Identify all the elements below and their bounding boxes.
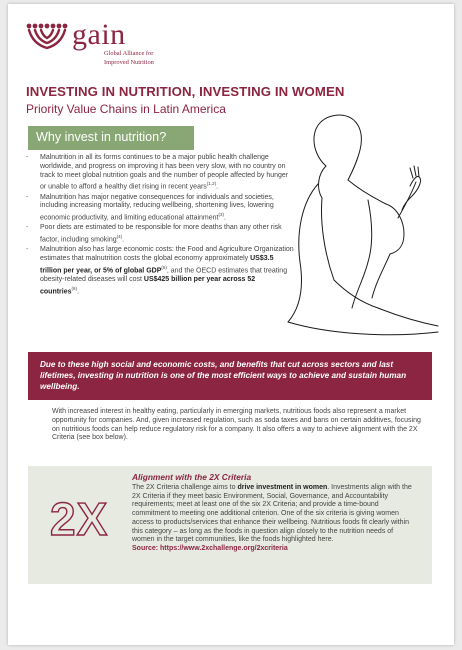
document-title: INVESTING IN NUTRITION, INVESTING IN WOMEN	[26, 84, 345, 99]
list-item: - Poor diets are estimated to be responsible for more deaths than any other risk factor, including smoking$^{(4)}$.	[26, 224, 296, 245]
reference: (1,2)	[206, 181, 217, 187]
bullet-highlight: US$425 billion per year across 52 countries	[40, 275, 256, 295]
box-text-part: . Investments align with the 2X Criteria if they meet basic Environment, Social, Governance, and Accountability requirements; meet at least one of the six 2X Criteria; and provide a time-bound commitment to meeting one additional criterion. One of the six criteria is giving women access to products/services that enhance their wellbeing. Nutritious foods fit clearly within this category – as long as the foods in question align closely to the nutrition needs of women in the target communities, like the foods highlighted here.	[132, 484, 412, 544]
logo-subtitle	[104, 50, 154, 67]
logo-subtitle-line-1: Global Alliance for	[104, 50, 154, 57]
list-item	[26, 246, 296, 297]
callout-banner: Due to these high social and economic costs, and benefits that cut across sectors and last lifetimes, investing in nutrition is one of the most efficient ways to achieve and sustain human wellbeing.	[28, 352, 432, 400]
gain-logo	[26, 18, 226, 68]
bullet-text: Poor diets are estimated to be responsible for more deaths than any other risk factor, including smoking	[40, 224, 282, 244]
bullet-text: Malnutrition also has large economic costs: the Food and Agriculture Organization estimates that malnutrition costs the global economy approximately	[40, 246, 294, 262]
2x-criteria-box	[28, 466, 432, 584]
gain-people-icon	[26, 22, 68, 54]
logo-wordmark: gain	[72, 18, 126, 51]
box-text	[132, 484, 416, 554]
reference: (5)	[161, 264, 167, 270]
2x-logo: 2X	[50, 493, 109, 545]
bullet-text: , and the OECD estimates that treating obesity-related diseases will cost	[40, 267, 288, 283]
source-link[interactable]: Source: https://www.2xchallenge.org/2xcriteria	[132, 544, 288, 552]
reference: (3)	[218, 212, 224, 218]
document-subtitle: Priority Value Chains in Latin America	[26, 102, 226, 116]
box-text-part: The 2X Criteria challenge aims to	[132, 484, 238, 491]
logo-subtitle-line-2: Improved Nutrition	[104, 58, 154, 66]
bullet-text: Malnutrition in all its forms continues to be a major public health challenge worldwide, and progress on improving it has been very slow, with no country on track to meet global nutrition goals and the number of people affected by hunger or unable to afford a healthy diet rising in recent years	[40, 154, 289, 191]
bullet-list	[26, 154, 296, 298]
section-heading: Why invest in nutrition?	[28, 126, 194, 150]
reference: (6)	[71, 285, 78, 291]
list-item: - Malnutrition has major negative consequences for individuals and societies, including increasing mortality, reducing wellbeing, shortening lives, lowering economic productivity, and limiting educational attainment$^{(3)}$.	[26, 194, 296, 224]
box-text-highlight: drive investment in women	[237, 484, 328, 491]
bullet-text: Malnutrition has major negative consequences for individuals and societies, including increasing mortality, reducing wellbeing, shortening lives, lowering economic productivity, and limiting educational attainment	[40, 193, 274, 222]
box-title: Alignment with the 2X Criteria	[132, 472, 252, 482]
list-item: - Malnutrition in all its forms continues to be a major public health challenge worldwide, and progress on improving it has been very slow, with no country on track to meet global nutrition goals and the number of people affected by hunger or unable to afford a healthy diet rising in recent years$^{(1,2)}$.	[26, 154, 296, 193]
reference: (4)	[116, 234, 123, 240]
bullet-text: .	[77, 288, 79, 295]
body-paragraph: With increased interest in healthy eating, particularly in emerging markets, nutritious foods also represent a market opportunity for companies. And, given increased regulation, such as soda taxes and bans on certain additives, focusing on nutritious foods can help reduce regulatory risk for a company. It also offers a way to achieve alignment with the 2X Criteria (see box below).	[52, 408, 421, 442]
bullet-highlight: US$3.5 trillion per year, or 5% of global GDP	[40, 254, 274, 275]
document-page	[8, 4, 454, 645]
